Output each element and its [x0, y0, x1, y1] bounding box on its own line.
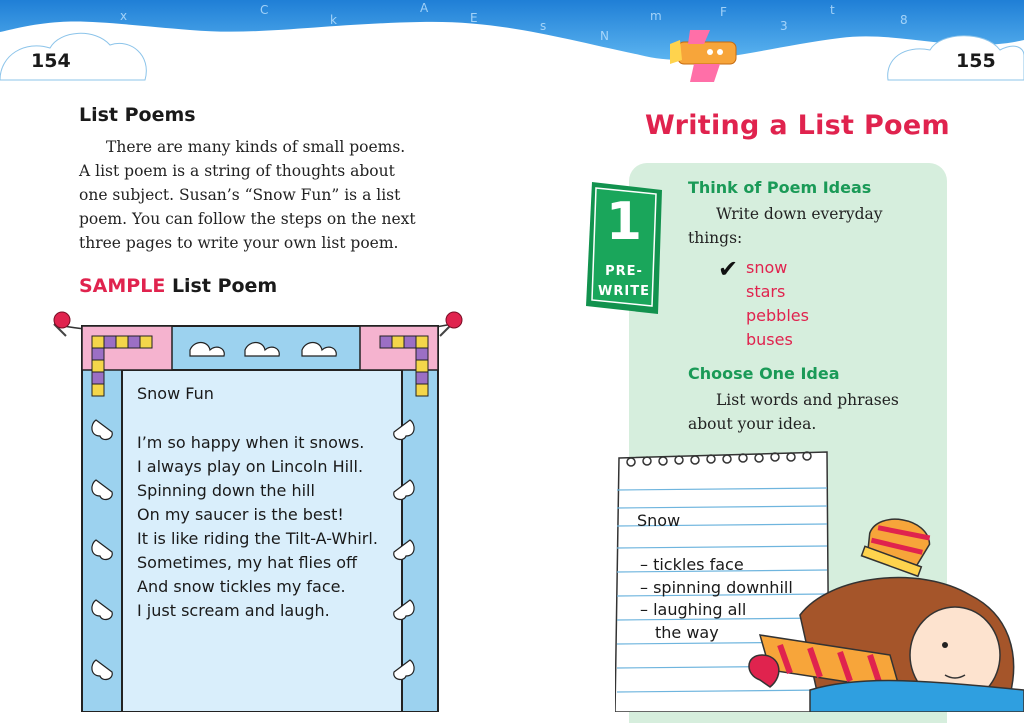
notebook-item: – spinning downhill — [640, 578, 793, 597]
ideas-list — [746, 256, 809, 352]
step-label-line1: PRE- — [605, 264, 643, 279]
poem-line: I’m so happy when it snows. — [137, 433, 365, 452]
svg-text:3: 3 — [780, 19, 788, 33]
sample-prefix: SAMPLE — [79, 275, 166, 297]
notebook-item: the way — [655, 623, 719, 642]
svg-text:x: x — [120, 9, 128, 23]
list-item: stars — [746, 282, 786, 301]
poem-line: Sometimes, my hat flies off — [137, 553, 358, 572]
subheading-poem-ideas: Think of Poem Ideas — [688, 178, 872, 197]
sample-title: List Poem — [171, 275, 278, 297]
page-number-left: 154 — [31, 50, 71, 72]
svg-text:t: t — [830, 3, 835, 17]
svg-text:8: 8 — [900, 13, 908, 27]
poem-line: And snow tickles my face. — [137, 577, 346, 596]
list-item: pebbles — [746, 306, 809, 325]
pushpin-right-icon — [440, 312, 462, 336]
poem-line: It is like riding the Tilt-A-Whirl. — [137, 529, 378, 548]
notebook-title: Snow — [637, 511, 681, 530]
section1-text-line1: Write down everyday — [716, 205, 883, 223]
intro-line: one subject. Susan’s “Snow Fun” is a list — [79, 186, 401, 204]
section2-text-line2: about your idea. — [688, 415, 817, 433]
step-badge — [586, 182, 662, 314]
section-heading: List Poems — [79, 104, 196, 126]
step-number: 1 — [605, 192, 643, 252]
svg-text:C: C — [260, 3, 269, 17]
intro-line: A list poem is a string of thoughts about — [79, 162, 395, 180]
poem-title: Snow Fun — [137, 384, 214, 403]
page-title: Writing a List Poem — [645, 110, 950, 141]
poem-line: On my saucer is the best! — [137, 505, 344, 524]
intro-paragraph — [79, 135, 429, 255]
svg-text:N: N — [600, 29, 609, 43]
page-number-right: 155 — [956, 50, 996, 72]
svg-text:s: s — [540, 19, 547, 33]
poem-line: Spinning down the hill — [137, 481, 315, 500]
svg-text:m: m — [650, 9, 662, 23]
checkmark-icon: ✔ — [718, 255, 739, 283]
svg-text:A: A — [420, 1, 429, 15]
svg-text:E: E — [470, 11, 478, 25]
intro-line: poem. You can follow the steps on the next — [79, 210, 416, 228]
girl-illustration — [740, 505, 1024, 712]
notebook-item: – tickles face — [640, 555, 744, 574]
list-item: buses — [746, 330, 793, 349]
sky-banner — [0, 0, 1024, 110]
cloud-left — [0, 33, 146, 80]
svg-text:k: k — [330, 13, 337, 27]
svg-text:F: F — [720, 5, 727, 19]
section1-text-line2: things: — [688, 229, 743, 247]
poem-line: I always play on Lincoln Hill. — [137, 457, 364, 476]
striped-hat-icon — [862, 510, 935, 576]
list-item: snow — [746, 258, 788, 277]
pushpin-left-icon — [54, 312, 70, 336]
intro-line: three pages to write your own list poem. — [79, 234, 399, 252]
poem-body — [137, 431, 378, 623]
section2-text-line1: List words and phrases — [716, 391, 899, 409]
poem-line: I just scream and laugh. — [137, 601, 330, 620]
notebook-item: – laughing all — [640, 600, 747, 619]
step-label-line2: WRITE — [598, 284, 650, 299]
subheading-choose-idea: Choose One Idea — [688, 364, 840, 383]
sample-heading — [79, 275, 277, 297]
intro-line: There are many kinds of small poems. — [106, 138, 406, 156]
